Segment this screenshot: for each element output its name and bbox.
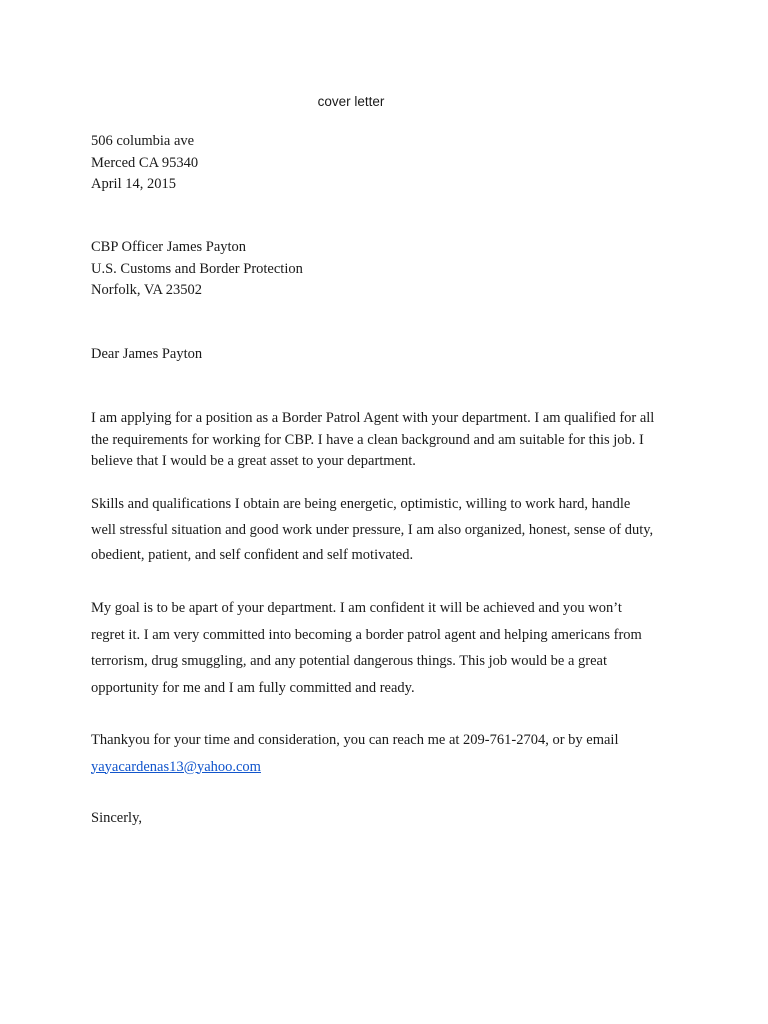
paragraph-intro <box>91 408 696 473</box>
sender-street: 506 columbia ave <box>91 133 195 149</box>
email-link[interactable]: yayacardenas13@yahoo.com <box>91 758 261 775</box>
closing-line: Thankyou for your time and consideration, you can reach me at 209-761-2704, or by email <box>91 732 619 748</box>
sender-address <box>91 131 696 196</box>
paragraph-line: Skills and qualifications I obtain are being energetic, optimistic, willing to work hard, handle <box>91 496 631 512</box>
recipient-org: U.S. Customs and Border Protection <box>91 260 303 277</box>
paragraph-goal <box>91 595 696 701</box>
recipient-address <box>91 237 696 302</box>
signoff <box>91 808 696 830</box>
salutation-text: Dear James Payton <box>91 346 203 362</box>
recipient-city: Norfolk, VA 23502 <box>91 282 203 298</box>
paragraph-line: well stressful situation and good work under pressure, I am also organized, honest, sense of duty, <box>91 521 654 538</box>
paragraph-line: I am applying for a position as a Border Patrol Agent with your department. I am qualified for all <box>91 410 655 426</box>
document-title: cover letter <box>317 94 385 109</box>
email-line <box>91 754 696 781</box>
paragraph-closing <box>91 727 696 780</box>
recipient-name: CBP Officer James Payton <box>91 239 247 255</box>
paragraph-line: obedient, patient, and self confident and self motivated. <box>91 547 414 563</box>
paragraph-line: the requirements for working for CBP. I have a clean background and am suitable for this job. I <box>91 431 644 448</box>
paragraph-line: believe that I would be a great asset to your department. <box>91 453 416 469</box>
paragraph-skills <box>91 492 696 569</box>
paragraph-line: regret it. I am very committed into becoming a border patrol agent and helping americans from <box>91 626 642 643</box>
letter-date: April 14, 2015 <box>91 176 176 192</box>
paragraph-line: My goal is to be apart of your department. I am confident it will be achieved and you won’t <box>91 600 622 616</box>
signoff-text: Sincerly, <box>91 810 143 826</box>
paragraph-line: opportunity for me and I am fully committed and ready. <box>91 679 415 696</box>
sender-city: Merced CA 95340 <box>91 154 199 171</box>
paragraph-line: terrorism, drug smuggling, and any potential dangerous things. This job would be a great <box>91 653 608 669</box>
salutation <box>91 344 696 366</box>
